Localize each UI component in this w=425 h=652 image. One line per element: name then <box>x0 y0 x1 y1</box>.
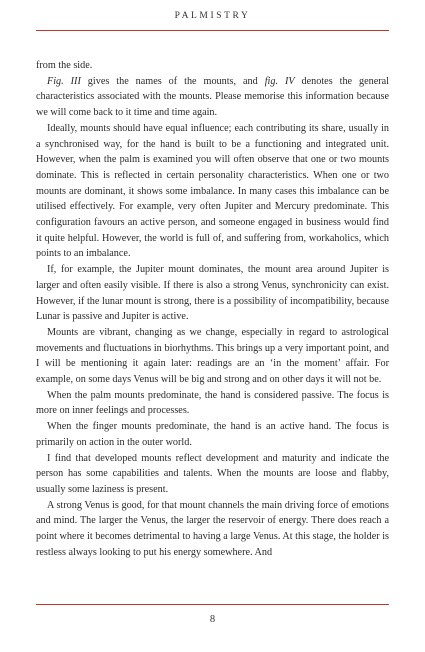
figure-reference: Fig. III <box>47 75 81 87</box>
header-rule <box>36 30 389 31</box>
paragraph: Ideally, mounts should have equal influence; each contributing its share, usually in a synchronised way, for the hand is built to be a functioning and integrated unit. However, when the palm is examined you will often observe that one or two mounts dominate. This is reflected in certain personality characteristics. When one or two mounts are dominant, it shows some imbalance. In many cases this imbalance can be utilised effectively. For example, very often Jupiter and Mercury predominate. This configuration favours an active person, and someone engaged in business would find it quite helpful. However, the world is full of, and suffering from, workaholics, which points to an imbalance. <box>36 122 389 260</box>
paragraph: I find that developed mounts reflect development and maturity and indicate the person has some capabilities and talents. When the mounts are loose and flabby, usually some laziness is present. <box>36 452 389 495</box>
paragraph <box>36 74 389 121</box>
paragraph: from the side. <box>36 60 93 71</box>
paragraph-text: denotes the general characteristics associated with the mounts. Please memorise this information because we will come back to it time and time again. <box>36 75 390 119</box>
figure-reference: fig. IV <box>264 75 295 87</box>
paragraph-text: gives the names of the mounts, and <box>80 75 265 87</box>
paragraph: When the palm mounts predominate, the hand is considered passive. The focus is more on inner feelings and processes. <box>36 389 389 417</box>
running-head: PALMISTRY <box>174 11 251 21</box>
page-number: 8 <box>209 614 216 625</box>
body-text <box>36 58 389 561</box>
paragraph: If, for example, the Jupiter mount dominates, the mount area around Jupiter is larger and often easily visible. If there is also a strong Venus, synchronicity can exist. However, if the lunar mount is strong, there is a possibility of incompatibility, because Lunar is passive and Jupiter is active. <box>36 264 389 323</box>
paragraph: When the finger mounts predominate, the hand is an active hand. The focus is primarily on action in the outer world. <box>36 421 389 448</box>
footer-rule <box>36 604 389 605</box>
paragraph: Mounts are vibrant, changing as we change, especially in regard to astrological movements and fluctuations in biorhythms. This brings up a very important point, and I will be mentioning it again later: readings are an ‘in the moment’ affair. For example, on some days Venus will be big and strong and on other days it will not be. <box>36 326 389 386</box>
paragraph: A strong Venus is good, for that mount channels the main driving force of emotions and mind. The larger the Venus, the larger the reservoir of energy. There does reach a point where it becomes detrimental to having a large Venus. At this stage, the holder is restless always looking to put his energy somewhere. And <box>36 499 389 558</box>
